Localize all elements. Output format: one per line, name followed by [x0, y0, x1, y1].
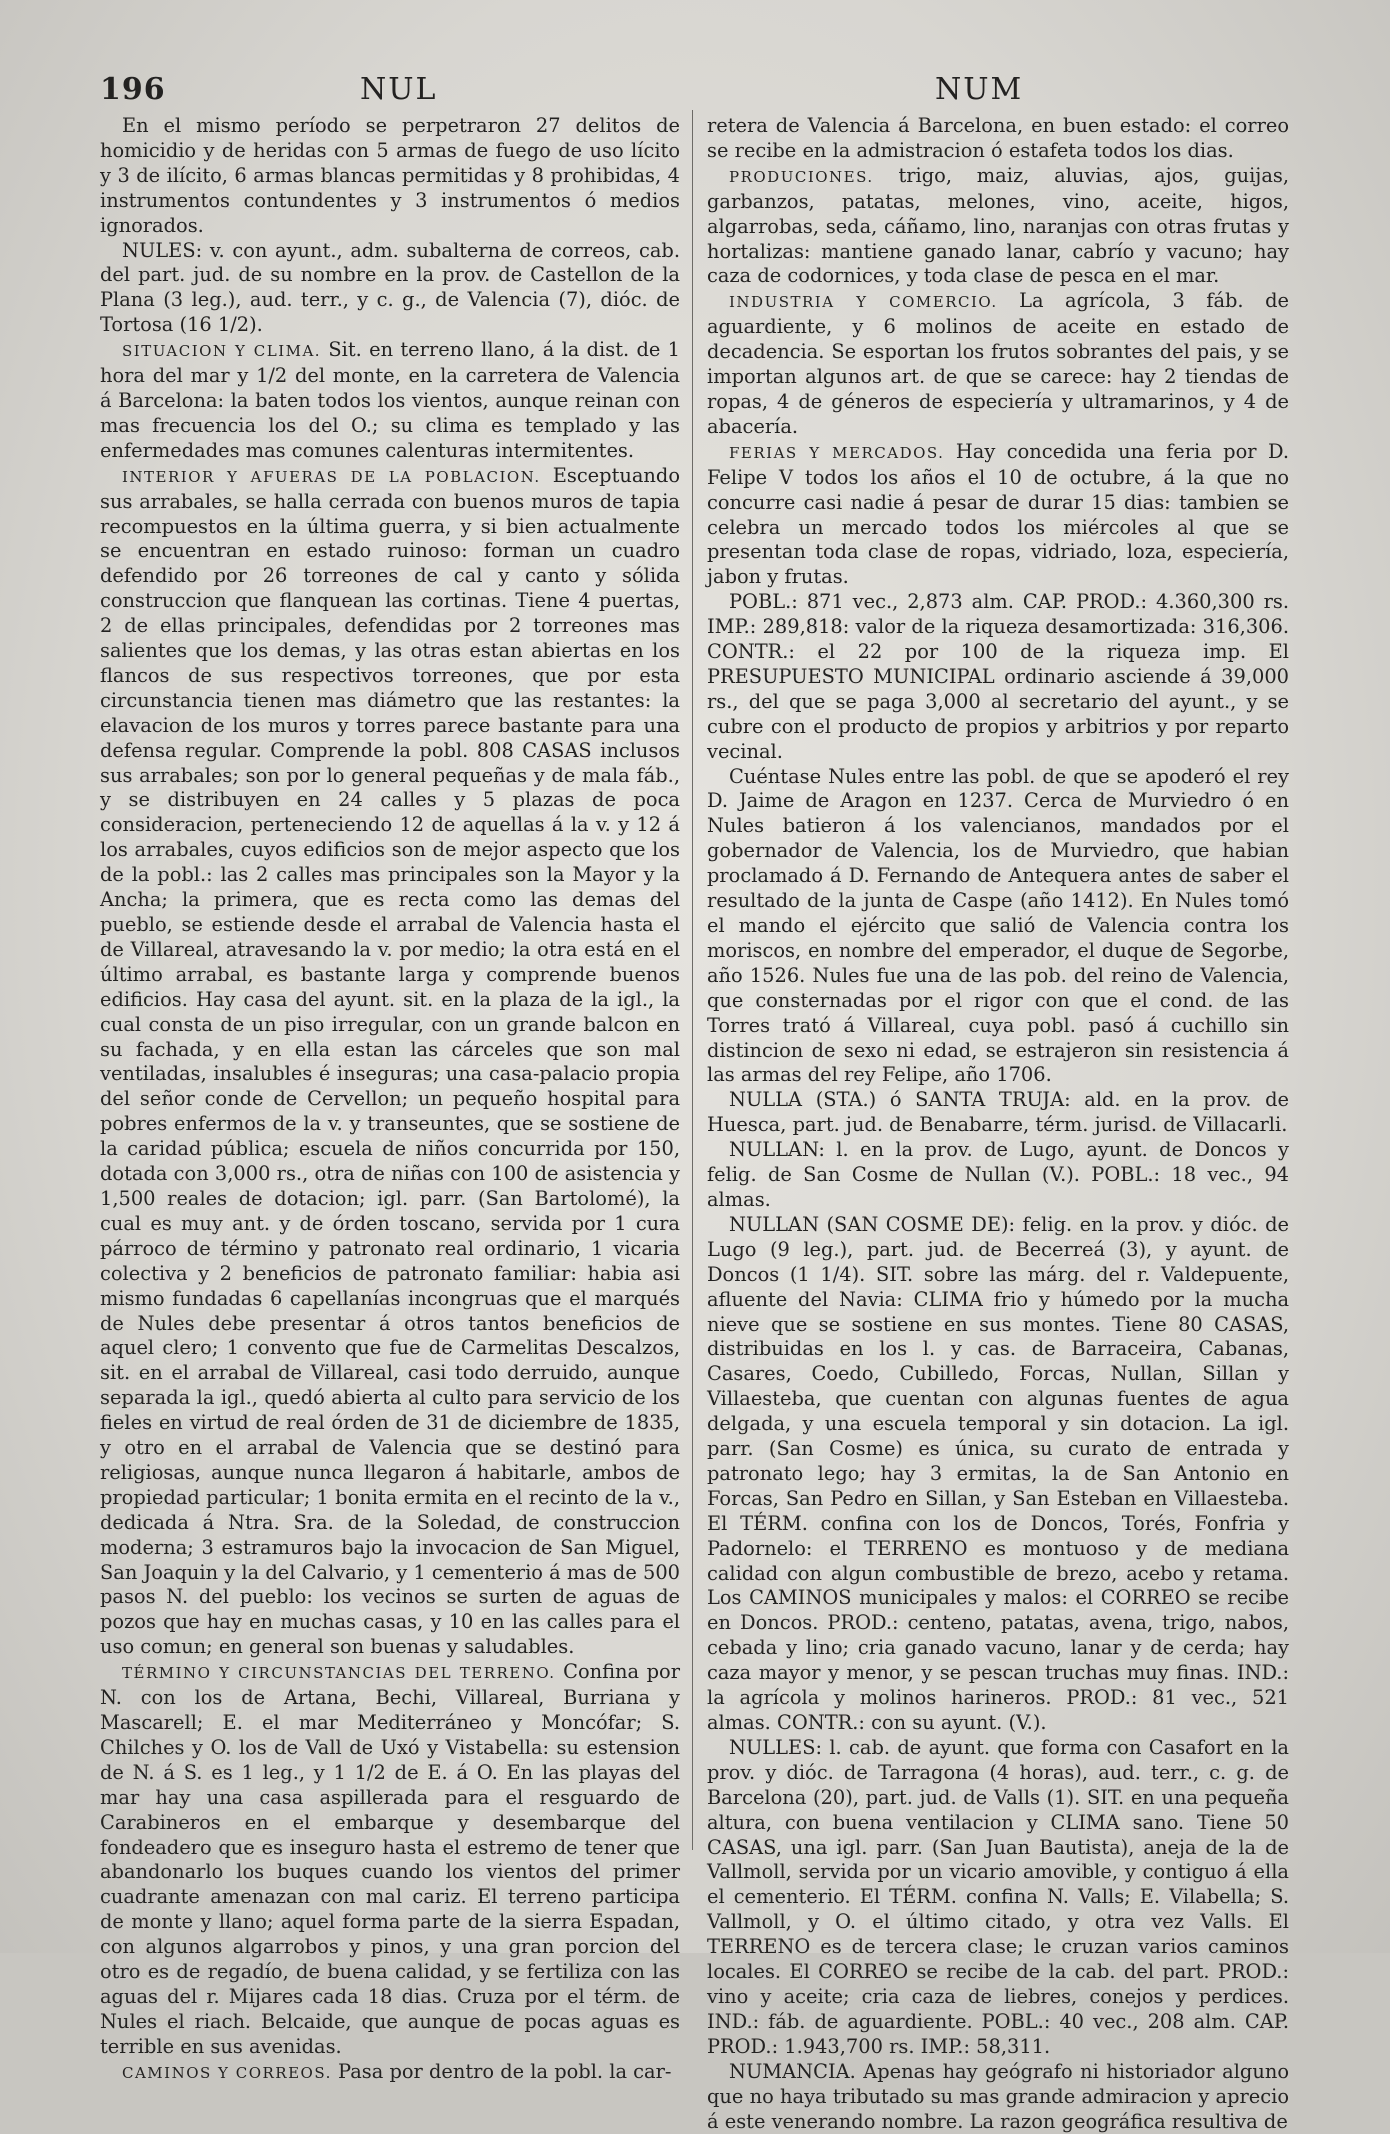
entry-nulla — [707, 1088, 1289, 1138]
paragraph-text: NUMANCIA. Apenas hay geógrafo ni historiador alguno que no haya tributado su mas grande admiracion y aprecio á este venerando nombre. La razon geográfica resultiva de — [707, 2059, 1289, 2133]
paragraph-text: En el mismo período se perpetraron 27 delitos de homicidio y de heridas con 5 armas de fuego de uso lícito y 3 de ilícito, 6 armas blancas permitidas y 8 prohibidas, 4 instrumentos contundentes y 3 instrumentos ó medios ignorados. — [100, 114, 680, 237]
section-caminos — [100, 2060, 680, 2086]
entry-nullan-san-cosme — [707, 1213, 1289, 1736]
section-industria — [707, 289, 1289, 439]
running-head-right: NUM — [935, 72, 1024, 107]
entry-numancia — [707, 2060, 1289, 2134]
history-paragraph — [707, 765, 1289, 1089]
entry-nules — [100, 239, 680, 339]
section-text: Confina por N. con los de Artana, Bechi, Villareal, Burriana y Mascarell; E. el mar Mediterráneo y Moncófar; S. Chilches y O. los de Vall de Uxó y Vistabella: su estension de N. á S. es 1 leg., y 1 1/2 de E. á O. En las playas del mar hay una casa aspillerada para el resguardo de Carabineros en el embarque y desembarque del fondeadero que es inseguro hasta el estremo de tener que abandonarlo los buques cuando los vientos del primer cuadrante amenazan con mal cariz. El terreno participa de monte y llano; aquel forma parte de la sierra Espadan, con algunos algarrobos y pinos, y una gran porcion del otro es de regadío, de buena calidad, y se fertiliza con las aguas del r. Mijares cada 18 dias. Cruza por el térm. de Nules el riach. Belcaide, que aunque de pocas aguas es terrible en sus avenidas. — [100, 1660, 680, 2058]
section-interior — [100, 464, 680, 1661]
section-producciones — [707, 164, 1289, 290]
paragraph-text: Cuéntase Nules entre las pobl. de que se apoderó el rey D. Jaime de Aragon en 1237. Cerca de Murviedro ó en Nules batieron á los valencianos, mandados por el gobernador de Valencia, los de Murviedro, que habian proclamado á D. Fernando de Antequera antes de saber el resultado de la junta de Caspe (año 1412). En Nules tomó el mando el ejército que salió de Valencia contra los moriscos, en nombre del emperador, el duque de Segorbe, año 1526. Nules fue una de las pob. del reino de Valencia, que consternadas por el rigor con que el cond. de las Torres trató á Villareal, cuya pobl. pasó á cuchillo sin distincion de sexo ni edad, se estrajeron sin resistencia á las armas del rey Felipe, año 1706. — [707, 764, 1289, 1087]
column-divider — [692, 110, 693, 1850]
section-heading: INDUSTRIA Y COMERCIO. — [729, 293, 998, 312]
section-text: trigo, maiz, aluvias, ajos, guijas, garbanzos, patatas, melones, vino, aceite, higos, algarrobas, seda, cáñamo, lino, naranjas con otras frutas y hortalizas: mantiene ganado lanar, cabrío y vacuno; hay caza de codornices, y toda clase de pesca en el mar. — [707, 163, 1289, 288]
paragraph-text: retera de Valencia á Barcelona, en buen estado: el correo se recibe en la admistracion ó estafeta todos los dias. — [707, 114, 1289, 162]
paragraph-text: POBL.: 871 vec., 2,873 alm. CAP. PROD.: 4.360,300 rs. IMP.: 289,818: valor de la riqueza desamortizada: 316,306. CONTR.: el 22 por 100 de la riqueza imp. El PRESUPUESTO MUNICIPAL ordinario asciende á 39,000 rs., del que se paga 3,000 al secretario del ayunt., y se cubre con el producto de propios y arbitrios y por reparto vecinal. — [707, 590, 1289, 763]
section-heading: INTERIOR Y AFUERAS DE LA POBLACION. — [122, 467, 541, 486]
section-termino — [100, 1660, 680, 2060]
section-heading: TÉRMINO Y CIRCUNSTANCIAS DEL TERRENO. — [122, 1664, 556, 1683]
entry-nulles — [707, 1736, 1289, 2060]
section-situacion — [100, 338, 680, 464]
paragraph-text: NULLAN (SAN COSME DE): felig. en la prov. y dióc. de Lugo (9 leg.), part. jud. de Becerreá (3), y ayunt. de Doncos (1 1/4). SIT. sobre las márg. del r. Valdepuente, afluente del Navia: CLIMA frio y húmedo por la mucha nieve que se sostiene en sus montes. Tiene 80 CASAS, distribuidas en los l. y cas. de Barraceira, Cabanas, Casares, Coedo, Cubilledo, Forcas, Nullan, Sillan y Villaesteba, que cuentan con algunas fuentes de agua delgada, y una escuela temporal y sin dotacion. La igl. parr. (San Cosme) es única, su curato de entrada y patronato lego; hay 3 ermitas, la de San Antonio en Forcas, San Pedro en Sillan, y San Esteban en Villaesteba. El TÉRM. confina con los de Doncos, Torés, Fonfria y Padornelo: el TERRENO es montuoso y de mediana calidad con algun combustible de brezo, acebo y retama. Los CAMINOS municipales y malos: el CORREO se recibe en Doncos. PROD.: centeno, patatas, avena, trigo, nabos, cebada y lino; cria ganado vacuno, lanar y de cerda; hay caza mayor y menor, y se pescan truchas muy finas. IND.: la agrícola y molinos harineros. PROD.: 81 vec., 521 almas. CONTR.: con su ayunt. (V.). — [707, 1212, 1289, 1734]
section-text: Pasa por dentro de la pobl. la car- — [338, 2059, 672, 2083]
section-text: La agrícola, 3 fáb. de aguardiente, y 6 molinos de aceite en estado de decadencia. Se esportan los frutos sobrantes del pais, y se importan algunos art. de que se carece: hay 2 tiendas de ropas, 4 de géneros de especiería y ultramarinos, y 4 de abacería. — [707, 289, 1289, 438]
section-heading: SITUACION Y CLIMA. — [122, 342, 322, 361]
paragraph-continuation — [707, 114, 1289, 164]
section-heading: PRODUCIONES. — [729, 167, 874, 186]
section-heading: CAMINOS Y CORREOS. — [122, 2063, 332, 2082]
section-text: Esceptuando sus arrabales, se halla cerrada con buenos muros de tapia recompuestos en la última guerra, y si bien actualmente se encuentran en estado ruinoso: forman un cuadro defendido por 26 torreones de cal y canto y sólida construccion que flanquean las cortinas. Tiene 4 puertas, 2 de ellas principales, defendidas por 2 torreones mas salientes que los demas, y las otras estan abiertas en los flancos de sus respectivos torreones, que por esta circunstancia tienen mas diámetro que las restantes: la elavacion de los muros y torres parece bastante para una defensa regular. Comprende la pobl. 808 CASAS inclusos sus arrabales; son por lo general pequeñas y de mala fáb., y se distribuyen en 24 calles y 5 plazas de poca consideracion, perteneciendo 12 de aquellas á la v. y 12 á los arrabales, cuyos edificios son de mejor aspecto que los de la pobl.: las 2 calles mas principales son la Mayor y la Ancha; la primera, que es recta como las demas del pueblo, se estiende desde el arrabal de Valencia hasta el de Villareal, atravesando la v. por medio; la otra está en el último arrabal, es bastante larga y comprende buenos edificios. Hay casa del ayunt. sit. en la plaza de la igl., la cual consta de un piso irregular, con un grande balcon en su fachada, y en ella estan las cárceles que son mal ventiladas, insalubles é inseguras; una casa-palacio propia del señor conde de Cervellon; un pequeño hospital para pobres enfermos de la v. y transeuntes, que se sostiene de la caridad pública; escuela de niños concurrida por 150, dotada con 3,000 rs., otra de niñas con 100 de asistencia y 1,500 reales de dotacion; igl. parr. (San Bartolomé), la cual es muy ant. y de órden toscano, servida por 1 cura párroco de término y patronato real ordinario, 1 vicaria colectiva y 2 beneficios de patronato familiar: habia asi mismo fundadas 6 capellanías incongruas que el marqués de Nules debe presentar á otros tantos beneficios de aquel clero; 1 convento que fue de Carmelitas Descalzos, sit. en el arrabal de Villareal, casi todo derruido, aunque separada la igl., quedó abierta al culto para servicio de los fieles en virtud de real órden de 31 de diciembre de 1835, y otro en el arrabal de Valencia que se destinó para religiosas, aunque nunca llegaron á habitarle, ambos de propiedad particular; 1 bonita ermita en el recinto de la v., dedicada á Ntra. Sra. de la Soledad, de construccion moderna; 3 estramuros bajo la invocacion de San Miguel, San Joaquin y la del Calvario, y 1 cementerio á mas de 500 pasos N. del pueblo: los vecinos se surten de aguas de pozos que hay en muchas casas, y 10 en las calles para el uso comun; en general son buenas y saludables. — [100, 463, 680, 1659]
section-heading: FERIAS Y MERCADOS. — [729, 443, 945, 462]
left-column — [100, 114, 680, 2086]
entry-nullan — [707, 1138, 1289, 1213]
right-column — [707, 114, 1289, 2134]
paragraph-text: NULLES: l. cab. de ayunt. que forma con Casafort en la prov. y dióc. de Tarragona (4 horas), aud. terr., c. g. de Barcelona (20), part. jud. de Valls (1). SIT. en una pequeña altura, con buena ventilacion y CLIMA sano. Tiene 50 CASAS, una igl. parr. (San Juan Bautista), aneja de la de Vallmoll, servida por un vicario amovible, y contiguo á ella el cementerio. El TÉRM. confina N. Valls; E. Vilabella; S. Vallmoll, y O. el último citado, y otra vez Valls. El TERRENO es de tercera clase; le cruzan varios caminos locales. El CORREO se recibe de la cab. del part. PROD.: vino y aceite; cria caza de liebres, conejos y perdices. IND.: fáb. de aguardiente. POBL.: 40 vec., 208 alm. CAP. PROD.: 1.943,700 rs. IMP.: 58,311. — [707, 1735, 1289, 2058]
page-header — [100, 72, 1300, 112]
section-text: Hay concedida una feria por D. Felipe V todos los años el 10 de octubre, á la que no concurre casi nadie á pesar de durar 15 dias: tambien se celebra un mercado todos los miércoles al que se presentan toda clase de ropas, vidriado, loza, especiería, jabon y frutas. — [707, 439, 1289, 589]
paragraph-text: NULES: v. con ayunt., adm. subalterna de correos, cab. del part. jud. de su nombre en la prov. de Castellon de la Plana (3 leg.), aud. terr., y c. g., de Valencia (7), dióc. de Tortosa (16 1/2). — [100, 238, 680, 337]
section-text: Sit. en terreno llano, á la dist. de 1 hora del mar y 1/2 del monte, en la carretera de Valencia á Barcelona: la baten todos los vientos, aunque reinan con mas frecuencia los del O.; su clima es templado y las enfermedades mas comunes calenturas intermitentes. — [100, 338, 680, 462]
page-number: 196 — [100, 72, 166, 107]
running-head-left: NUL — [360, 72, 438, 107]
statistics-paragraph — [707, 590, 1289, 764]
section-ferias — [707, 440, 1289, 590]
paragraph — [100, 114, 680, 239]
paragraph-text: NULLA (STA.) ó SANTA TRUJA: ald. en la prov. de Huesca, part. jud. de Benabarre, térm. jurisd. de Villacarli. — [707, 1088, 1289, 1137]
paragraph-text: NULLAN: l. en la prov. de Lugo, ayunt. de Doncos y felig. de San Cosme de Nullan (V.). POBL.: 18 vec., 94 almas. — [707, 1138, 1289, 1211]
